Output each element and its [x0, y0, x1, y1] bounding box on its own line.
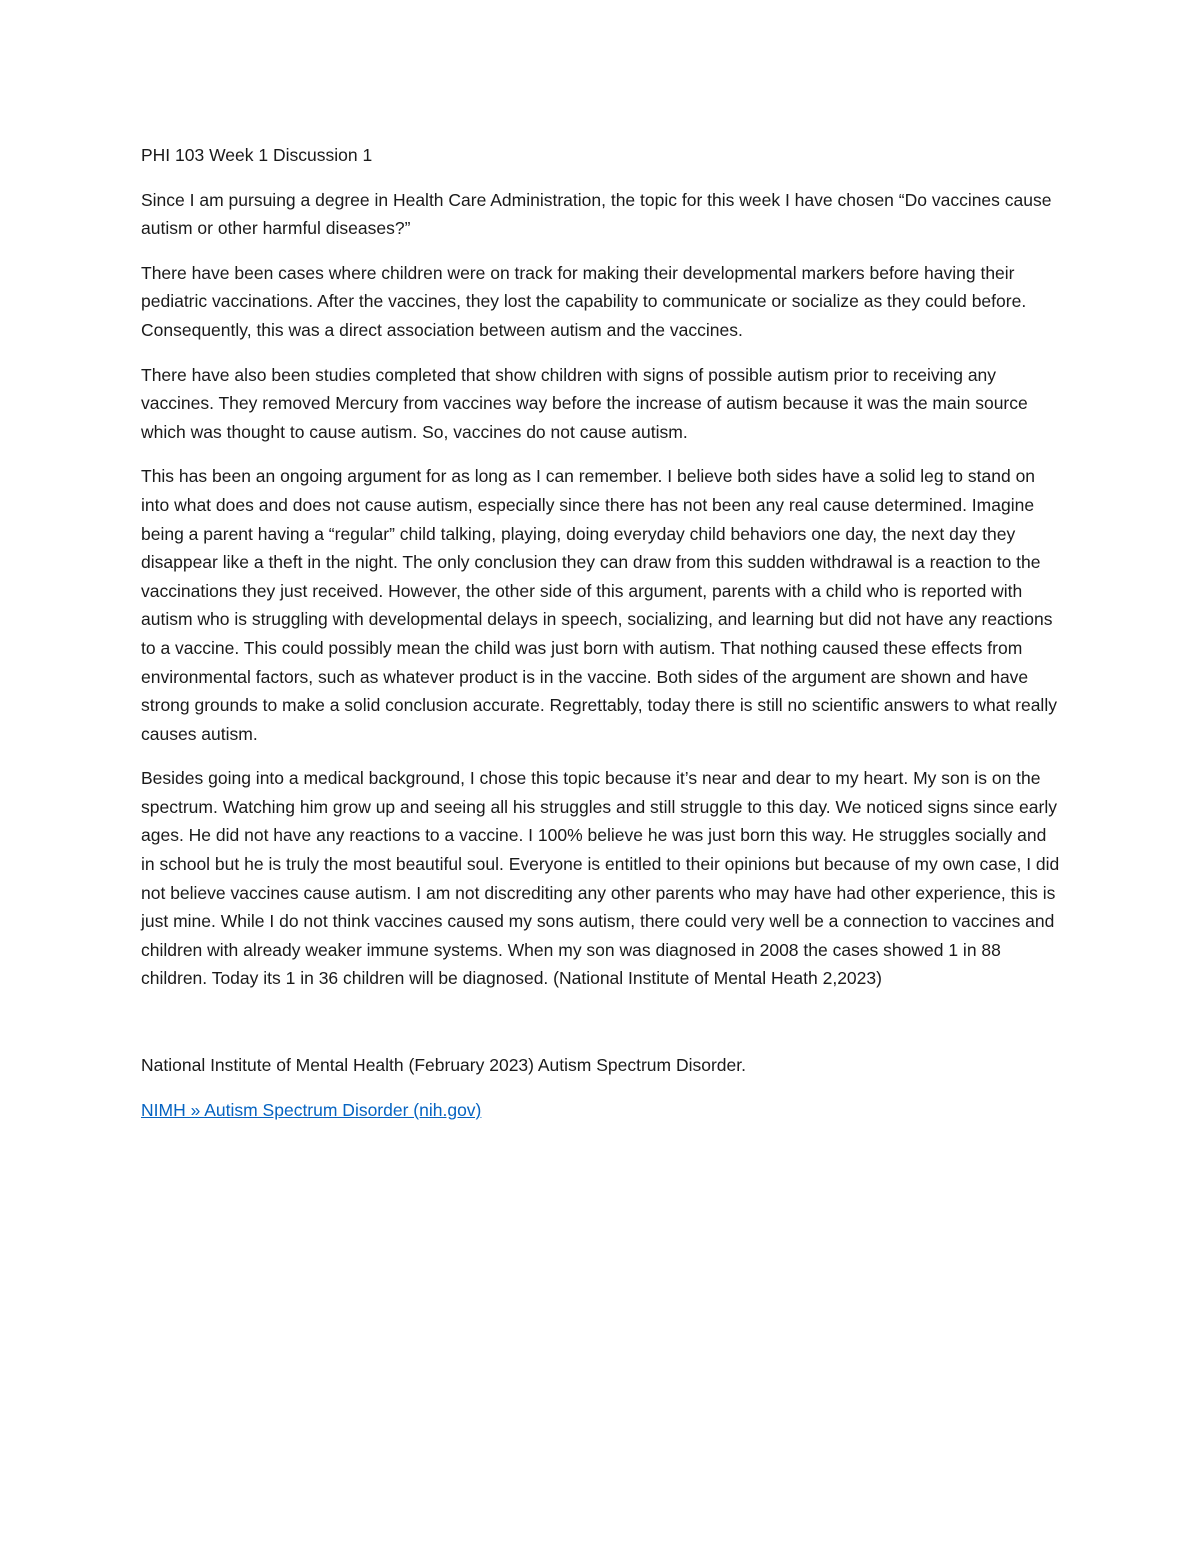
paragraph-argument: This has been an ongoing argument for as long as I can remember. I believe both sides have a solid leg to stand on into what does and does not cause autism, especially since there has not been any real cause determined. Imagine being a parent having a “regular” child talking, playing, doing everyday child behaviors one day, the next day they disappear like a theft in the night. The only conclusion they can draw from this sudden withdrawal is a reaction to the vaccinations they just received. However, the other side of this argument, parents with a child who is reported with autism who is struggling with developmental delays in speech, socializing, and learning but did not have any reactions to a vaccine. This could possibly mean the child was just born with autism. That nothing caused these effects from environmental factors, such as whatever product is in the vaccine. Both sides of the argument are shown and have strong grounds to make a solid conclusion accurate. Regrettably, today there is still no scientific answers to what really causes autism.	[141, 466, 1057, 744]
paragraph-studies: There have also been studies completed that show children with signs of possible autism prior to receiving any vaccines. They removed Mercury from vaccines way before the increase of autism because it was the main source which was thought to cause autism. So, vaccines do not cause autism.	[141, 364, 1028, 442]
document-title: PHI 103 Week 1 Discussion 1	[141, 145, 373, 165]
paragraph-personal: Besides going into a medical background, I chose this topic because it’s near and dear to my heart. My son is on the spectrum. Watching him grow up and seeing all his struggles and still struggle to this day. We noticed signs since early ages. He did not have any reactions to a vaccine. I 100% believe he was just born this way. He struggles socially and in school but he is truly the most beautiful soul. Everyone is entitled to their opinions but because of my own case, I did not believe vaccines cause autism. I am not discrediting any other parents who may have had other experience, this is just mine. While I do not think vaccines caused my sons autism, there could very well be a connection to vaccines and children with already weaker immune systems. When my son was diagnosed in 2008 the cases showed 1 in 88 children. Today its 1 in 36 children will be diagnosed. (National Institute of Mental Heath 2,2023)	[141, 768, 1060, 989]
reference-link-line	[141, 1096, 1060, 1125]
paragraph-cases: There have been cases where children were on track for making their developmental markers before having their pediatric vaccinations. After the vaccines, they lost the capability to communicate or socialize as they could before. Consequently, this was a direct association between autism and the vaccines.	[141, 262, 1027, 340]
reference-citation: National Institute of Mental Health (February 2023) Autism Spectrum Disorder.	[141, 1055, 746, 1076]
references-section	[141, 1051, 1060, 1124]
paragraph-topic: Since I am pursuing a degree in Health Care Administration, the topic for this week I have chosen “Do vaccines cause autism or other harmful diseases?”	[141, 189, 1052, 239]
reference-link[interactable]: NIMH » Autism Spectrum Disorder (nih.gov)	[141, 1099, 482, 1120]
